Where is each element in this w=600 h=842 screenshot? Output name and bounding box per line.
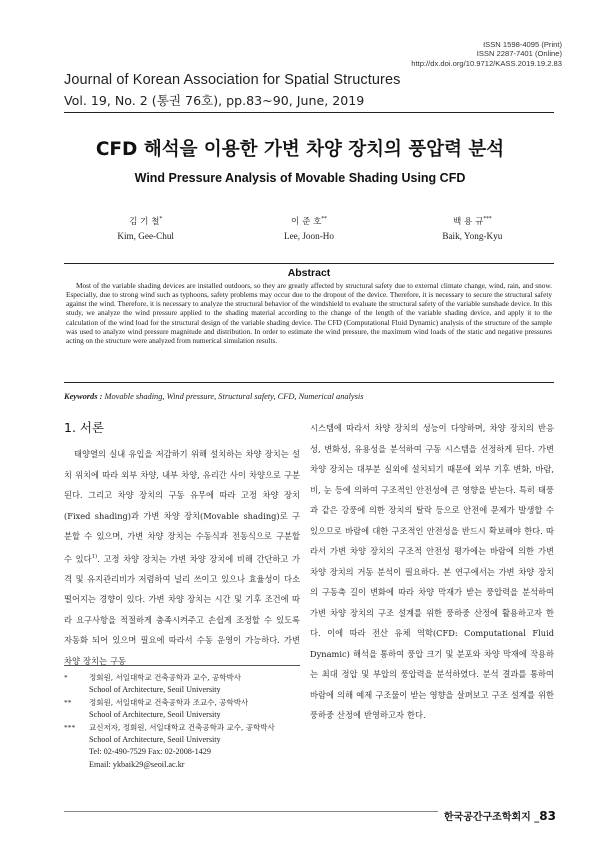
body-column-left: [64, 418, 300, 671]
footnote-phone-fax: Tel: 02-490-7529 Fax: 02-2008-1429: [89, 747, 211, 757]
abstract-box: [64, 263, 554, 383]
page-number: 83: [539, 809, 556, 823]
footnote-item: [64, 722, 300, 772]
author-mark: **: [321, 216, 327, 222]
author-name-en: Kim, Gee-Chul: [117, 230, 174, 241]
citation-mark[interactable]: 1): [91, 553, 98, 560]
header-divider: [64, 112, 554, 113]
footnote-mark: **: [64, 697, 72, 707]
abstract-text: Most of the variable shading devices are installed outdoors, so they are greatly affected by structural safety due to external climate change, wind, rain, and snow. Especially, due to strong wind such as typhoons, safety problems may occur due to the dropout of the device. Therefore, it is necessary to secure the structural safety against the wind. Therefore, it is necessary to analyze the structural behavior of the windshield to evaluate the structural safety of the variable sunshade device. In this study, we analyze the wind pressure applied to the shading material according to the change of the length of the variable shading device, and apply it to the calculation of the wind load for the structural design of the variable shading device. The CFD (Computational Fluid Dynamic) analysis of the structure of the sample was used to analyze wind pressure magnitude and distribution. In order to estimate the wind pressure, the maximum wind loads of the static and negative pressures acting on the structure were analyzed from numerical simulation results.: [66, 281, 552, 345]
doi-link[interactable]: http://dx.doi.org/10.9712/KASS.2019.19.2.83: [411, 58, 562, 68]
footnote-divider: [64, 665, 300, 666]
keywords: [64, 392, 554, 401]
author-mark: ***: [483, 216, 492, 222]
footnote-mark: ***: [64, 722, 76, 732]
journal-volume: Vol. 19, No. 2 (통권 76호), pp.83~90, June, 2019: [64, 93, 365, 108]
intro-paragraph-right: 시스템에 따라서 차양 장치의 성능이 다양하며, 차양 장치의 반응성, 변화성, 유용성을 분석하여 구동 시스템을 선정하게 된다. 가변 차양 장치는 대부분 실외에 설치되기 때문에 외부 기후 변화, 바람, 비, 눈 등에 의하여 구조적인 안전성에 큰 영향을 받는다. 특히 태풍과 같은 강풍에 의한 장치의 탈락 등으로 안전에 문제가 발생할 수 있으므로 바람에 대한 구조적인 안전성을 반드시 확보해야 한다. 따라서 가변 차양 장치의 구조적 안전성 평가에는 바람에 의한 가변 차양 장치의 거동 분석이 필요하다. 본 연구에서는 가변 차양 장치의 구동축 길이 변화에 따라 차양 막재가 받는 풍압력을 분석하여 가변 차양 장치의 구조 설계를 위한 풍하중 산정에 활용하고자 한다. 이에 따라 전산 유체 역학(CFD: Computational Fluid Dynamic) 해석을 통하여 풍압 크기 및 분포와 차양 막재에 작용하는 최대 정압 및 부압의 풍압력을 분석하였다. 분석 결과를 통하여 바람에 의해 예제 구조물이 받는 영향을 살펴보고 구조 설계를 위한 풍하중 산정에 반영하고자 한다.: [310, 423, 554, 720]
footnote-affiliation-ko: 정회원, 서일대학교 건축공학과 조교수, 공학박사: [89, 697, 249, 707]
author-name-ko: 김 기 철: [129, 216, 160, 227]
author-name-en: Lee, Joon-Ho: [283, 230, 334, 241]
intro-text-part-2: . 고정 차양 장치는 가변 차양 장치에 비해 간단하고 가격 및 유지관리비가 저렴하여 널리 쓰이고 있으나 효율성이 다소 떨어지는 경향이 있다. 가변 차양 장치는 시간 및 기후 조건에 따라 요구사항을 적절하게 충족시켜주고 손쉽게 조정할 수 있도록 자동화 되어 있으며 필요에 따라서 수동 운영이 가능하다. 가변 차양 장치는 구동: [64, 553, 300, 666]
footnote-affiliation-en: School of Architecture, Seoil University: [89, 685, 221, 695]
footnotes: [64, 672, 300, 771]
author-2: [227, 212, 390, 243]
abstract-heading: Abstract: [287, 267, 331, 279]
keywords-label: Keywords :: [64, 392, 103, 401]
intro-paragraph-left: [64, 444, 300, 671]
title-english: Wind Pressure Analysis of Movable Shading Using CFD: [134, 171, 466, 185]
issn-block: [411, 40, 562, 68]
footnote-email[interactable]: Email: ykbaik29@seoil.ac.kr: [89, 759, 185, 769]
footnote-affiliation-en: School of Architecture, Seoil University: [89, 735, 221, 745]
footer-journal: 한국공간구조학회지 _: [443, 812, 540, 823]
footnote-mark: *: [64, 673, 68, 682]
footnote-affiliation-ko: 교신저자, 정회원, 서일대학교 건축공학과 교수, 공학박사: [89, 722, 275, 732]
issn-online: ISSN 2287-7401 (Online): [476, 49, 562, 59]
intro-text-part-1: 태양열의 실내 유입을 저감하기 위해 설치하는 차양 장치는 설치 위치에 따라 외부 차양, 내부 차양, 유리간 사이 차양으로 구분된다. 그리고 차양 장치의 구동 유무에 따라 고정 차양 장치(Fixed shading)과 가변 차양 장치(Movable shading)로 구분할 수 있으며, 가변 차양 장치는 수동식과 전동식으로 구분할 수 있다: [64, 449, 300, 564]
author-name-ko: 이 준 호: [291, 216, 322, 227]
authors: [64, 212, 554, 243]
issn-print: ISSN 1598-4095 (Print): [483, 40, 562, 49]
footnote-affiliation-ko: 정회원, 서일대학교 건축공학과 교수, 공학박사: [89, 673, 241, 682]
section-heading: 1. 서론: [64, 420, 105, 435]
author-1: [64, 212, 227, 243]
footnote-item: [64, 672, 300, 697]
footnote-affiliation-en: School of Architecture, Seoil University: [89, 710, 221, 720]
journal-header: [64, 72, 554, 109]
journal-name: Journal of Korean Association for Spatial Structures: [64, 72, 401, 88]
author-mark: *: [159, 216, 163, 222]
author-name-ko: 백 용 규: [453, 216, 484, 227]
body-column-right: [310, 418, 554, 726]
footnote-item: [64, 697, 300, 722]
author-name-en: Baik, Yong-Kyu: [442, 230, 503, 241]
page-footer: [438, 808, 556, 823]
keywords-list: Movable shading, Wind pressure, Structural safety, CFD, Numerical analysis: [104, 392, 364, 401]
author-3: [391, 212, 554, 243]
title-korean: CFD 해석을 이용한 가변 차양 장치의 풍압력 분석: [95, 139, 505, 160]
